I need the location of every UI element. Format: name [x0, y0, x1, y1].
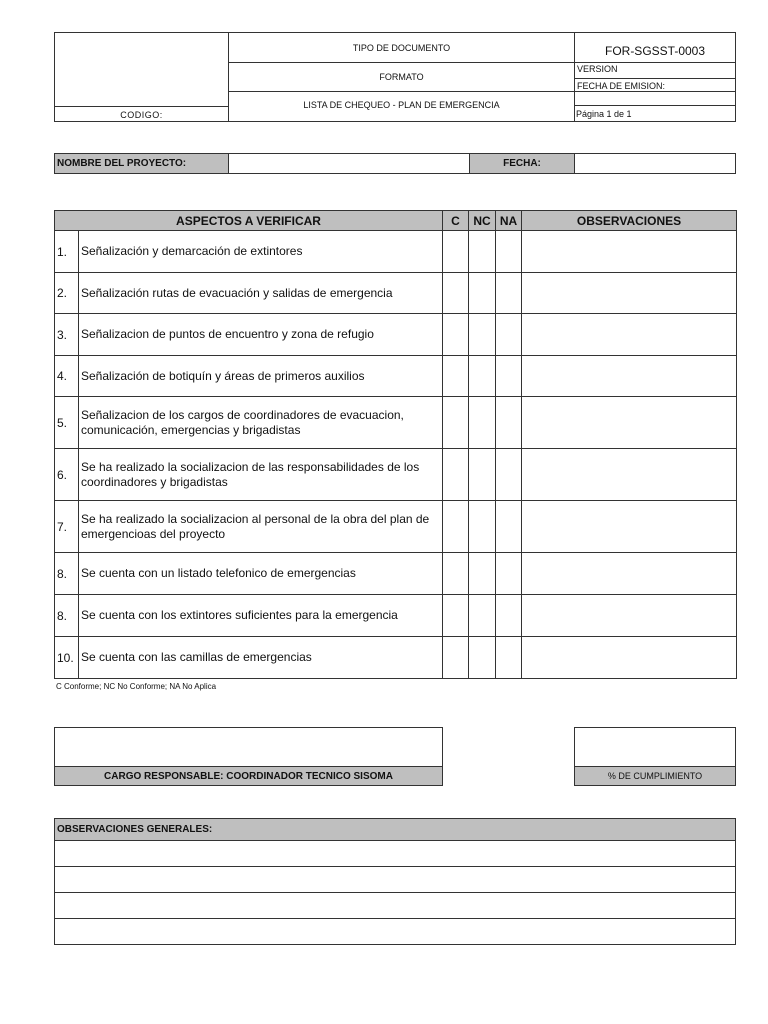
- observaciones-cell[interactable]: [522, 314, 737, 356]
- tipo-documento-label: TIPO DE DOCUMENTO: [228, 32, 575, 63]
- observaciones-generales-line[interactable]: [54, 841, 736, 867]
- c-checkbox[interactable]: [443, 231, 469, 273]
- table-row: [55, 397, 737, 449]
- version-label: VERSION: [575, 63, 735, 79]
- item-number: 2.: [55, 273, 79, 314]
- table-row: [55, 449, 737, 501]
- observaciones-generales-line[interactable]: [54, 867, 736, 893]
- nc-checkbox[interactable]: [469, 449, 496, 501]
- nc-checkbox[interactable]: [469, 356, 496, 397]
- na-checkbox[interactable]: [496, 397, 522, 449]
- item-number: 5.: [55, 397, 79, 449]
- c-checkbox[interactable]: [443, 595, 469, 637]
- observaciones-generales-label: OBSERVACIONES GENERALES:: [54, 818, 736, 841]
- item-text: Se ha realizado la socializacion al personal de la obra del plan de emergencioas del proyecto: [79, 501, 443, 553]
- pagina-label: Página 1 de 1: [574, 105, 736, 122]
- item-number: 8.: [55, 553, 79, 595]
- nc-checkbox[interactable]: [469, 314, 496, 356]
- item-text: Señalización y demarcación de extintores: [79, 231, 443, 273]
- c-checkbox[interactable]: [443, 449, 469, 501]
- aspectos-header: ASPECTOS A VERIFICAR: [55, 211, 443, 231]
- formato-label: FORMATO: [228, 62, 575, 92]
- nombre-proyecto-label: NOMBRE DEL PROYECTO:: [54, 153, 229, 174]
- nc-checkbox[interactable]: [469, 231, 496, 273]
- document-title-text: LISTA DE CHEQUEO - PLAN DE EMERGENCIA: [303, 100, 500, 110]
- cumplimiento-label: % DE CUMPLIMIENTO: [574, 766, 736, 786]
- table-row: [55, 553, 737, 595]
- observaciones-cell[interactable]: [522, 595, 737, 637]
- observaciones-generales-line[interactable]: [54, 919, 736, 945]
- nc-checkbox[interactable]: [469, 501, 496, 553]
- item-text: Señalización de botiquín y áreas de primeros auxilios: [79, 356, 443, 397]
- nc-checkbox[interactable]: [469, 273, 496, 314]
- item-number: 6.: [55, 449, 79, 501]
- nc-checkbox[interactable]: [469, 637, 496, 679]
- item-number: 10.: [55, 637, 79, 679]
- checklist-header-row: [55, 211, 737, 231]
- nc-checkbox[interactable]: [469, 595, 496, 637]
- c-checkbox[interactable]: [443, 314, 469, 356]
- item-text: Señalizacion de puntos de encuentro y zona de refugio: [79, 314, 443, 356]
- item-number: 7.: [55, 501, 79, 553]
- document-code: FOR-SGSST-0003: [574, 32, 736, 63]
- checklist-table: [54, 210, 737, 679]
- na-checkbox[interactable]: [496, 501, 522, 553]
- na-checkbox[interactable]: [496, 273, 522, 314]
- na-checkbox[interactable]: [496, 595, 522, 637]
- c-checkbox[interactable]: [443, 356, 469, 397]
- nc-checkbox[interactable]: [469, 397, 496, 449]
- nombre-proyecto-input[interactable]: [228, 153, 470, 174]
- version-field: [574, 62, 736, 92]
- nc-header: NC: [469, 211, 496, 231]
- table-row: [55, 314, 737, 356]
- na-checkbox[interactable]: [496, 449, 522, 501]
- observaciones-cell[interactable]: [522, 553, 737, 595]
- item-text: Se cuenta con las camillas de emergencias: [79, 637, 443, 679]
- item-number: 3.: [55, 314, 79, 356]
- cargo-responsable-signature-box[interactable]: [54, 727, 443, 767]
- observaciones-generales-line[interactable]: [54, 893, 736, 919]
- c-checkbox[interactable]: [443, 637, 469, 679]
- cumplimiento-input[interactable]: [574, 727, 736, 767]
- item-text: Señalización rutas de evacuación y salidas de emergencia: [79, 273, 443, 314]
- na-checkbox[interactable]: [496, 356, 522, 397]
- table-row: [55, 501, 737, 553]
- observaciones-header: OBSERVACIONES: [522, 211, 737, 231]
- observaciones-cell[interactable]: [522, 501, 737, 553]
- item-number: 4.: [55, 356, 79, 397]
- table-row: [55, 356, 737, 397]
- fecha-emision-label: FECHA DE EMISION:: [577, 81, 666, 91]
- item-text: Se cuenta con un listado telefonico de emergencias: [79, 553, 443, 595]
- cargo-responsable-label: CARGO RESPONSABLE: COORDINADOR TECNICO SISOMA: [54, 766, 443, 786]
- observaciones-cell[interactable]: [522, 637, 737, 679]
- observaciones-cell[interactable]: [522, 449, 737, 501]
- c-checkbox[interactable]: [443, 553, 469, 595]
- checklist-legend: C Conforme; NC No Conforme; NA No Aplica: [56, 682, 217, 691]
- item-text: Señalizacion de los cargos de coordinadores de evacuacion, comunicación, emergencias y brigadistas: [79, 397, 443, 449]
- observaciones-cell[interactable]: [522, 356, 737, 397]
- na-checkbox[interactable]: [496, 637, 522, 679]
- table-row: [55, 595, 737, 637]
- table-row: [55, 273, 737, 314]
- na-checkbox[interactable]: [496, 314, 522, 356]
- fecha-label: FECHA:: [469, 153, 575, 174]
- item-number: 1.: [55, 231, 79, 273]
- observaciones-cell[interactable]: [522, 231, 737, 273]
- document-title: [228, 91, 575, 122]
- c-header: C: [443, 211, 469, 231]
- table-row: [55, 231, 737, 273]
- item-text: Se cuenta con los extintores suficientes para la emergencia: [79, 595, 443, 637]
- na-checkbox[interactable]: [496, 231, 522, 273]
- fecha-input[interactable]: [574, 153, 736, 174]
- nc-checkbox[interactable]: [469, 553, 496, 595]
- item-number: 8.: [55, 595, 79, 637]
- item-text: Se ha realizado la socializacion de las responsabilidades de los coordinadores y brigadistas: [79, 449, 443, 501]
- observaciones-cell[interactable]: [522, 273, 737, 314]
- codigo-label: CODIGO:: [54, 106, 229, 122]
- c-checkbox[interactable]: [443, 397, 469, 449]
- table-row: [55, 637, 737, 679]
- na-checkbox[interactable]: [496, 553, 522, 595]
- na-header: NA: [496, 211, 522, 231]
- c-checkbox[interactable]: [443, 501, 469, 553]
- observaciones-cell[interactable]: [522, 397, 737, 449]
- c-checkbox[interactable]: [443, 273, 469, 314]
